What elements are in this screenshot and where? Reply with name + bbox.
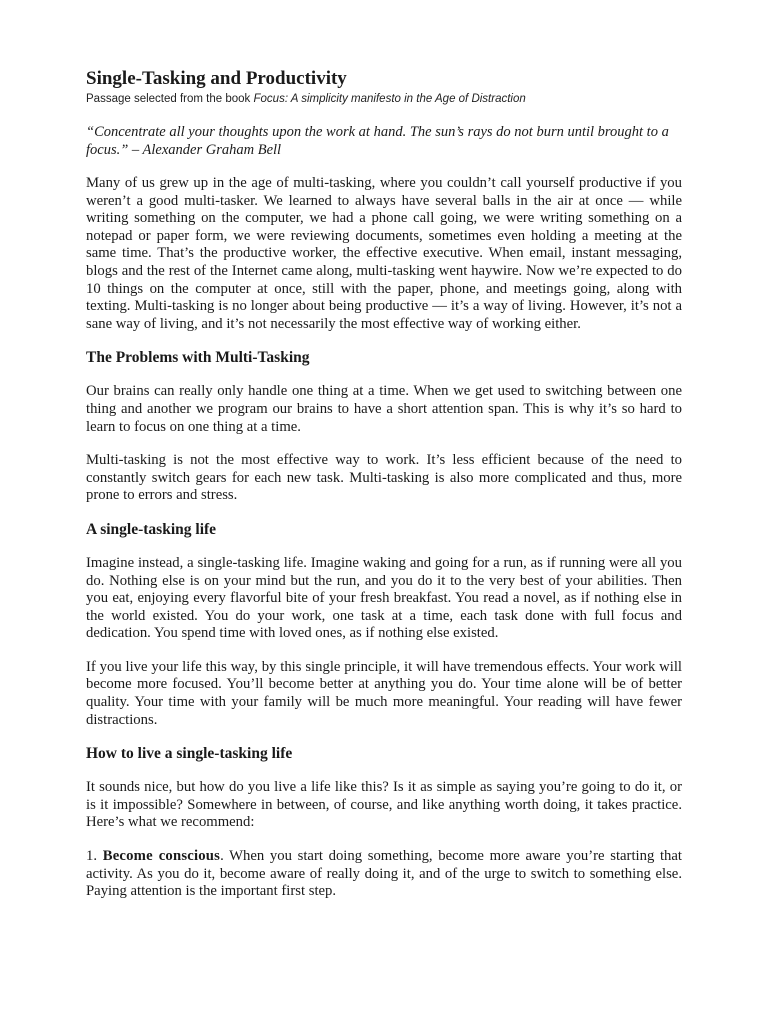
paragraph: If you live your life this way, by this single principle, it will have tremendous effects. Your work will become more focused. You’ll become better at anything you do. Your time alone will be of better quality. Your time with your family will be much more meaningful. Your reading will have fewer distractions. xyxy=(86,658,682,728)
paragraph: It sounds nice, but how do you live a life like this? Is it as simple as saying you’re going to do it, or is it impossible? Somewhere in between, of course, and like anything worth doing, it takes practice. Here’s what we recommend: xyxy=(86,779,682,831)
list-item-heading: Become conscious xyxy=(102,848,221,865)
section-heading-single-tasking-life: A single-tasking life xyxy=(86,520,217,538)
list-item-text: . When you start doing something, become more aware you’re starting that activity. As you do it, become aware of really doing it, and of the urge to switch to something else. Paying attention is the important first step. xyxy=(86,848,682,900)
paragraph: Imagine instead, a single-tasking life. Imagine waking and going for a run, as if running were all you do. Nothing else is on your mind but the run, and you do it to the very best of your abilities. Then you eat, enjoying every flavorful bite of your fresh breakfast. You read a novel, as if nothing else in the world existed. You do your work, one task at a time, each task done with full focus and dedication. You spend time with loved ones, as if nothing else existed. xyxy=(86,554,682,642)
document-subtitle xyxy=(86,91,682,107)
paragraph: Multi-tasking is not the most effective way to work. It’s less efficient because of the need to constantly switch gears for each new task. Multi-tasking is also more complicated and thus, more prone to errors and stress. xyxy=(86,452,682,504)
list-item-number: 1. xyxy=(86,848,103,865)
section-heading-problems: The Problems with Multi-Tasking xyxy=(86,349,310,367)
intro-paragraph: Many of us grew up in the age of multi-tasking, where you couldn’t call yourself productive if you weren’t a good multi-tasker. We learned to always have several balls in the air at once — while writing something on the computer, we had a phone call going, we were writing something on a notepad or paper form, we were reviewing documents, sometimes even holding a meeting at the same time. That’s the productive worker, the effective executive. When email, instant messaging, blogs and the rest of the Internet came along, multi-tasking went haywire. Now we’re expected to do 10 things on the computer at once, still with the paper, phone, and meetings going, along with texting. Multi-tasking is no longer about being productive — it’s a way of living. However, it’s not a sane way of living, and it’s not necessarily the most effective way of working either. xyxy=(86,175,682,332)
section-heading-how-to: How to live a single-tasking life xyxy=(86,745,293,763)
paragraph: Our brains can really only handle one thing at a time. When we get used to switching between one thing and another we program our brains to have a short attention span. This is why it’s so hard to learn to focus on one thing at a time. xyxy=(86,383,682,435)
book-title: Focus: A simplicity manifesto in the Age of Distraction xyxy=(253,93,526,105)
epigraph-quote: “Concentrate all your thoughts upon the work at hand. The sun’s rays do not burn until brought to a focus.” – Alexander Graham Bell xyxy=(86,124,669,158)
document-title: Single-Tasking and Productivity xyxy=(86,68,347,89)
subtitle-prefix: Passage selected from the book xyxy=(86,93,254,105)
numbered-list-item xyxy=(86,848,682,901)
